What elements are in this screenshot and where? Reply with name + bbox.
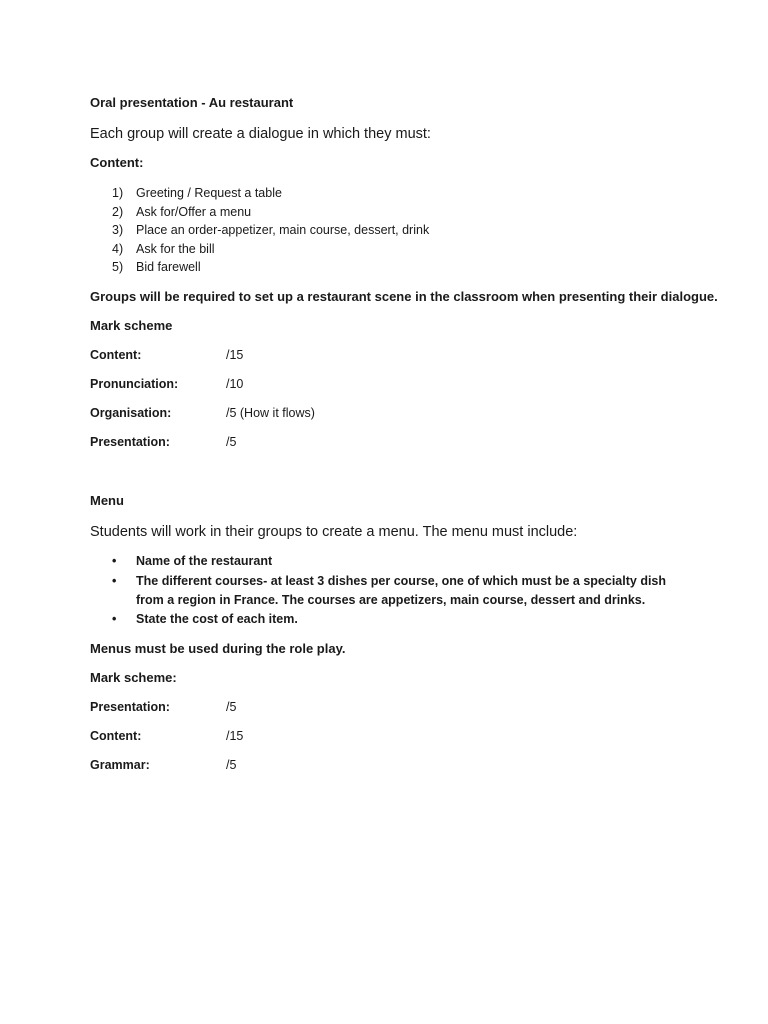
- menu-intro: Students will work in their groups to create a menu. The menu must include:: [90, 524, 578, 540]
- menu-heading: Menu: [90, 493, 124, 508]
- table-row: Organisation: /5 (How it flows): [90, 406, 315, 420]
- list-item: 5) Bid farewell: [112, 260, 201, 274]
- list-item: 1) Greeting / Request a table: [112, 186, 282, 200]
- table-row: Presentation: /5: [90, 435, 237, 449]
- intro-text: Each group will create a dialogue in which they must:: [90, 126, 431, 142]
- mark-scheme-heading: Mark scheme: [90, 318, 173, 333]
- list-item: 4) Ask for the bill: [112, 242, 215, 256]
- table-row: Grammar: /5: [90, 758, 237, 772]
- bullet-icon: •: [112, 554, 117, 568]
- list-item: 2) Ask for/Offer a menu: [112, 205, 252, 219]
- bullet-icon: •: [112, 612, 117, 626]
- list-item: • State the cost of each item.: [112, 610, 692, 629]
- menu-note: Menus must be used during the role play.: [90, 641, 346, 656]
- document-title: Oral presentation - Au restaurant: [90, 95, 294, 110]
- table-row: Content: /15: [90, 729, 244, 743]
- scene-note: Groups will be required to set up a restaurant scene in the classroom when presenting their dialogue.: [90, 289, 718, 304]
- table-row: Presentation: /5: [90, 700, 237, 714]
- content-heading: Content:: [90, 155, 144, 170]
- list-item: 3) Place an order-appetizer, main course, dessert, drink: [112, 223, 430, 237]
- list-item: • The different courses- at least 3 dishes per course, one of which must be a specialty dish from a region in France. The courses are appetizers, main course, dessert and drinks.: [112, 574, 667, 607]
- table-row: Content: /15: [90, 348, 244, 362]
- table-row: Pronunciation: /10: [90, 377, 244, 391]
- bullet-icon: •: [112, 574, 117, 588]
- mark-scheme-heading: Mark scheme:: [90, 670, 177, 685]
- list-item: • Name of the restaurant: [112, 552, 692, 571]
